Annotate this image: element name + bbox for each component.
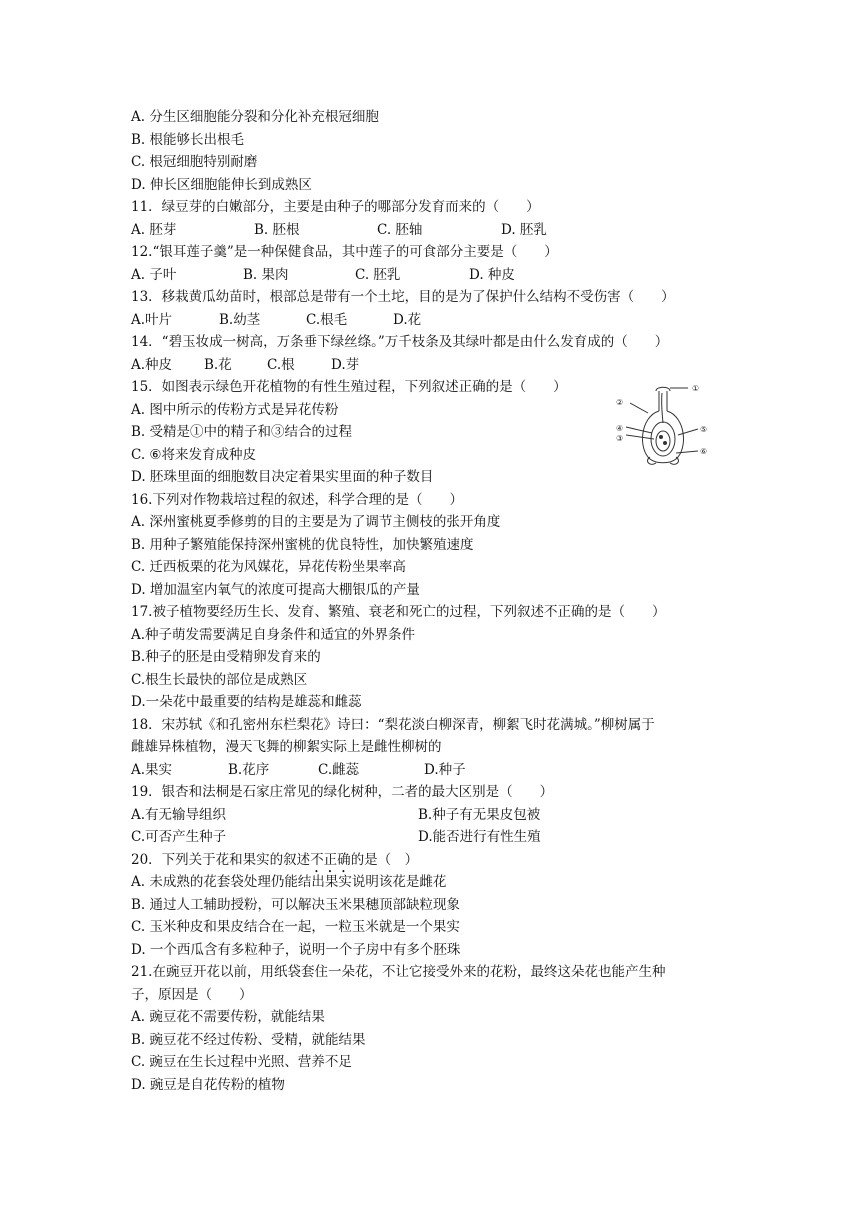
q12-options [131,265,515,285]
q21-option-b: B. 豌豆花不经过传粉、受精，就能结果 [131,1032,366,1048]
fig-label-6: ⑥ [700,447,708,456]
q15-option-d: D. 胚珠里面的细胞数目决定着果实里面的种子数目 [131,469,434,485]
q12-option-d: D. 种皮 [469,267,515,283]
q19-option-c: C.可否产生种子 [131,829,227,845]
q20-option-a: A. 未成熟的花套袋处理仍能结出果实说明该花是雌花 [131,874,447,890]
fig-label-5: ⑤ [700,425,708,434]
q12-stem: 12.“银耳莲子羹”是一种保健食品，其中莲子的可食部分主要是（ ） [131,244,558,260]
q17-option-d: D.一朵花中最重要的结构是雄蕊和雌蕊 [131,694,362,710]
fig-label-2: ② [616,398,624,407]
q19-stem: 19．银杏和法桐是石家庄常见的绿化树种，二者的最大区别是（ ） [131,784,554,800]
leader-3 [626,435,654,439]
q13-option-d: D.花 [393,312,422,328]
q11-stem: 11．绿豆芽的白嫩部分，主要是由种子的哪部分发育而来的（ ） [131,199,540,215]
q19-options-row2 [131,827,541,847]
q10-option-d: D. 伸长区细胞能伸长到成熟区 [131,177,312,193]
fig-label-4: ④ [616,424,624,433]
q12-option-b: B. 果肉 [243,267,289,283]
q19-option-a: A.有无输导组织 [131,807,227,823]
q13-option-b: B.幼茎 [219,312,261,328]
q16-stem: 16.下列对作物栽培过程的叙述，科学合理的是（ ） [131,492,463,508]
q11-options [131,220,547,240]
q17-option-c: C.根生长最快的部位是成熟区 [131,672,308,688]
q16-option-c: C. 迁西板栗的花为风媒花，异花传粉坐果率高 [131,559,406,575]
q14-option-b: B.花 [204,357,232,373]
leader-5 [678,429,698,435]
q18-stem-line1: 18．宋苏轼《和孔密州东栏梨花》诗曰：“梨花淡白柳深青，柳絮飞时花满城。”柳树属于 [131,717,655,733]
q21-option-a: A. 豌豆花不需要传粉，就能结果 [131,1009,325,1025]
q11-option-a: A. 胚芽 [131,222,177,238]
leader-4 [626,427,652,433]
q14-option-c: C.根 [267,357,295,373]
q21-stem-line1: 21.在豌豆开花以前，用纸袋套住一朵花，不让它接受外来的花粉，最终这朵花也能产生种 [131,964,666,980]
q15-option-a: A. 图中所示的传粉方式是异花传粉 [131,402,339,418]
q12-option-a: A. 子叶 [131,267,177,283]
q14-stem: 14．“碧玉妆成一树高，万条垂下绿丝绦。”万千枝条及其绿叶都是由什么发育成的（ ） [131,334,669,350]
flower-pistil-diagram [612,383,712,471]
q18-options [131,760,466,780]
q18-option-c: C.雌蕊 [318,762,360,778]
q19-options-row1 [131,805,540,825]
q16-option-a: A. 深州蜜桃夏季修剪的目的主要是为了调节主侧枝的张开角度 [131,514,501,530]
fig-label-3: ③ [616,434,624,443]
q20-stem-pre: 20．下列关于花和果实的叙述 [131,852,311,868]
q15-option-b: B. 受精是①中的精子和③结合的过程 [131,424,353,440]
q18-option-b: B.花序 [228,762,270,778]
q16-option-d: D. 增加温室内氧气的浓度可提高大棚银瓜的产量 [131,582,420,598]
q11-option-b: B. 胚根 [254,222,300,238]
q13-options [131,310,421,330]
q20-option-d: D. 一个西瓜含有多粒种子，说明一个子房中有多个胚珠 [131,942,461,958]
q14-option-d: D.芽 [331,357,360,373]
pistil-illustration [612,383,712,471]
egg-cell-dot [659,435,663,439]
q10-option-a: A. 分生区细胞能分裂和分化补充根冠细胞 [131,109,379,125]
q11-option-d: D. 胚乳 [501,222,547,238]
q19-option-d: D.能否进行有性生殖 [418,829,541,845]
q13-option-a: A.叶片 [131,312,173,328]
stigma-shape [656,387,670,391]
leader-2 [630,403,648,413]
q20-stem-emphasis: 不正确 [310,852,351,868]
q21-option-d: D. 豌豆是自花传粉的植物 [131,1077,285,1093]
q18-option-a: A.果实 [131,762,173,778]
q21-option-c: C. 豌豆在生长过程中光照、营养不足 [131,1054,352,1070]
q13-option-c: C.根毛 [306,312,348,328]
q13-stem: 13．移栽黄瓜幼苗时，根部总是带有一个土坨，目的是为了保护什么结构不受伤害（ ） [131,289,675,305]
embryo-sac-shape [656,431,670,451]
q21-stem-line2: 子，原因是（ ） [131,987,253,1003]
q17-option-a: A.种子萌发需要满足自身条件和适宜的外界条件 [131,627,416,643]
fig-label-1: ① [692,384,700,393]
q20-option-c: C. 玉米种皮和果皮结合在一起，一粒玉米就是一个果实 [131,919,460,935]
q14-options [131,355,359,375]
q16-option-b: B. 用种子繁殖能保持深州蜜桃的优良特性，加快繁殖速度 [131,537,474,553]
q10-option-b: B. 根能够长出根毛 [131,132,245,148]
pollen-tube-shape [662,393,663,423]
leader-6 [676,451,698,453]
q12-option-c: C. 胚乳 [355,267,401,283]
q15-option-c: C. ⑥将来发育成种皮 [131,447,257,463]
q17-stem: 17.被子植物要经历生长、发育、繁殖、衰老和死亡的过程，下列叙述不正确的是（ ） [131,604,666,620]
polar-nuclei-dot [663,441,667,445]
q14-option-a: A.种皮 [131,357,173,373]
q15-stem: 15．如图表示绿色开花植物的有性生殖过程，下列叙述正确的是（ ） [131,379,567,395]
style-shape [659,391,667,411]
q19-option-b: B.种子有无果皮包被 [418,807,541,823]
q18-option-d: D.种子 [424,762,466,778]
q20-option-b: B. 通过人工辅助授粉，可以解决玉米果穗顶部缺粒现象 [131,897,461,913]
q18-stem-line2: 雌雄异株植物，漫天飞舞的柳絮实际上是雌性柳树的 [131,739,442,755]
q10-option-c: C. 根冠细胞特别耐磨 [131,154,258,170]
q20-stem-post: 的是（ ） [350,852,419,868]
q17-option-b: B.种子的胚是由受精卵发育来的 [131,649,321,665]
q11-option-c: C. 胚轴 [377,222,423,238]
